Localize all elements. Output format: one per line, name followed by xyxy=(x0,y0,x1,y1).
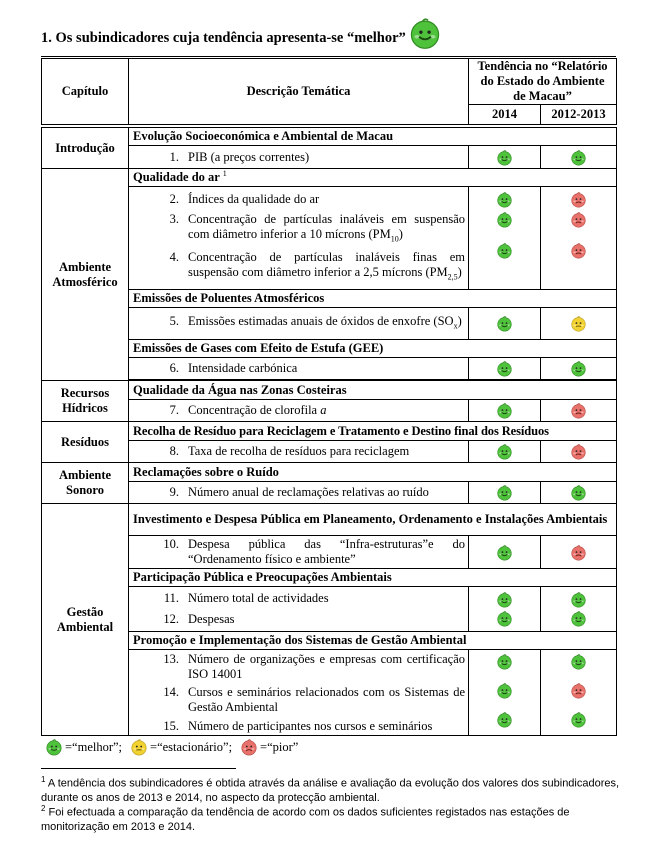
item-number: 6. xyxy=(169,361,179,375)
item-text: Intensidade carbónica xyxy=(188,361,298,375)
smiley-face-icon xyxy=(496,242,513,256)
item-text: ) xyxy=(457,264,462,279)
item-number: 14. xyxy=(163,685,179,699)
table-row xyxy=(42,650,617,736)
indicator-item xyxy=(129,591,468,606)
footnote-ref: 1 xyxy=(222,169,227,179)
item-cell xyxy=(129,650,469,736)
section-title: Recolha de Resíduo para Reciclagem e Tratamento e Destino final dos Resíduos xyxy=(129,422,617,441)
smiley-face-icon xyxy=(570,149,587,163)
indicator-item xyxy=(129,612,468,627)
indicator-item xyxy=(129,150,468,165)
trend-cell-2012-2013 xyxy=(541,587,617,632)
item-cell xyxy=(129,308,469,340)
smiley-face-icon xyxy=(496,191,513,205)
indicator-item xyxy=(129,361,468,376)
smiley-face-icon xyxy=(496,315,513,329)
footnote-2 xyxy=(41,802,621,834)
legend-label-estacionario: =“estacionário”; xyxy=(150,739,233,754)
item-number: 2. xyxy=(169,192,179,206)
item-cell xyxy=(129,587,469,632)
subscript: 10 xyxy=(390,234,399,244)
frown-face-icon xyxy=(570,242,587,256)
table-row xyxy=(42,308,617,340)
tendencia-line: Tendência no “Relatório xyxy=(477,59,608,73)
smiley-face-icon xyxy=(408,16,442,55)
trend-cell-2014 xyxy=(469,587,541,632)
indicator-item xyxy=(129,537,468,567)
smiley-face-icon xyxy=(570,711,587,725)
section-title: Qualidade da Água nas Zonas Costeiras xyxy=(129,381,617,400)
trend-cell-2014 xyxy=(469,441,541,463)
smiley-face-icon xyxy=(45,738,63,756)
tendencia-line: do Estado do Ambiente xyxy=(480,74,605,88)
trend-cell-2014 xyxy=(469,146,541,169)
item-text: Número anual de reclamações relativas ao ruído xyxy=(188,485,429,499)
indicator-item xyxy=(129,250,468,285)
frown-face-icon xyxy=(570,544,587,558)
chapter-line: Hídricos xyxy=(62,401,108,415)
trend-cell-2014 xyxy=(469,650,541,736)
item-text: Número total de actividades xyxy=(188,591,329,605)
column-header-year-2012-2013: 2012-2013 xyxy=(541,105,617,125)
smiley-face-icon xyxy=(570,484,587,498)
table-row xyxy=(42,400,617,422)
trend-cell-2014 xyxy=(469,308,541,340)
chapter-ambiente-atmosferico xyxy=(42,169,129,381)
chapter-line: Sonoro xyxy=(66,483,104,497)
indicator-item xyxy=(129,403,468,418)
table-row xyxy=(42,187,617,290)
smiley-face-icon xyxy=(496,653,513,667)
chapter-line: Atmosférico xyxy=(52,274,118,289)
item-text: PIB (a preços correntes) xyxy=(188,149,310,164)
trend-cell-2012-2013 xyxy=(541,400,617,422)
smiley-face-icon xyxy=(496,591,513,605)
chapter-residuos: Resíduos xyxy=(42,422,129,463)
smiley-face-icon xyxy=(496,484,513,498)
chapter-gestao-ambiental xyxy=(42,504,129,736)
smiley-face-icon xyxy=(496,360,513,374)
top-rule xyxy=(41,56,616,57)
trend-cell-2012-2013 xyxy=(541,358,617,380)
item-text: Índices da qualidade do ar xyxy=(188,192,320,206)
subscript: 2,5 xyxy=(447,272,458,281)
footnote-number: 2 xyxy=(41,804,46,813)
indicator-item xyxy=(129,685,468,715)
section-title: Emissões de Gases com Efeito de Estufa (GEE) xyxy=(129,340,617,358)
smiley-face-icon xyxy=(570,610,587,624)
legend xyxy=(45,738,306,756)
table-row xyxy=(42,441,617,463)
smiley-face-icon xyxy=(496,211,513,225)
trend-cell-2012-2013 xyxy=(541,187,617,290)
smiley-face-icon xyxy=(496,610,513,624)
trend-cell-2012-2013 xyxy=(541,441,617,463)
item-text: Número de organizações e empresas com certificação ISO 14001 xyxy=(188,652,465,681)
item-number: 10. xyxy=(163,537,179,551)
trend-cell-2012-2013 xyxy=(541,308,617,340)
item-text: Despesas xyxy=(188,612,235,626)
item-number: 11. xyxy=(163,591,179,605)
trend-cell-2014 xyxy=(469,482,541,504)
item-text: Número de participantes nos cursos e seminários xyxy=(188,719,433,733)
frown-face-icon xyxy=(570,682,587,696)
column-header-descricao: Descrição Temática xyxy=(129,59,469,125)
smiley-face-icon xyxy=(496,711,513,725)
item-cell xyxy=(129,146,469,169)
item-text: Despesa pública das “Infra-estruturas”e do “Ordenamento físico e ambiente” xyxy=(188,537,465,566)
legend-label-melhor: =“melhor”; xyxy=(65,739,123,754)
frown-face-icon xyxy=(570,443,587,457)
table-row xyxy=(42,482,617,504)
item-text: Concentração de clorofila xyxy=(188,403,321,417)
trend-cell-2014 xyxy=(469,536,541,569)
table-row xyxy=(42,587,617,632)
item-text-italic: a xyxy=(320,403,327,417)
smiley-face-icon xyxy=(570,360,587,374)
item-cell xyxy=(129,400,469,422)
table-row xyxy=(42,358,617,380)
legend-label-pior: =“pior” xyxy=(260,739,299,754)
smiley-face-icon xyxy=(496,149,513,163)
column-header-capitulo: Capítulo xyxy=(42,59,129,125)
footnote-number: 1 xyxy=(41,775,46,784)
smiley-face-icon xyxy=(496,402,513,416)
chapter-recursos-hidricos xyxy=(42,381,129,422)
footnote-text: Foi efectuada a comparação da tendência de acordo com os dados suficientes registados nas estações de monitorização em 2013 e 2014. xyxy=(41,806,570,833)
section-title: Participação Pública e Preocupações Ambientais xyxy=(129,569,617,587)
trend-cell-2012-2013 xyxy=(541,650,617,736)
table-row xyxy=(42,536,617,569)
trend-cell-2012-2013 xyxy=(541,482,617,504)
frown-face-icon xyxy=(570,402,587,416)
item-number: 1. xyxy=(169,149,179,164)
indicator-item xyxy=(129,192,468,207)
table-row xyxy=(42,146,617,169)
item-text: Taxa de recolha de resíduos para reciclagem xyxy=(188,444,410,458)
chapter-line: Ambiente xyxy=(58,468,112,482)
item-number: 8. xyxy=(169,444,179,458)
section-title: Qualidade do ar $^1$ xyxy=(129,169,617,187)
smiley-face-icon xyxy=(570,591,587,605)
smiley-face-icon xyxy=(496,544,513,558)
footnote-text: A tendência dos subindicadores é obtida através da análise e avaliação da evolução dos valores dos subindicadores, durante os anos de 2013 e 2014, no aspecto da protecção ambiental. xyxy=(41,777,620,804)
subscript: x xyxy=(453,321,458,331)
indicator-item xyxy=(129,719,468,734)
item-text: ) xyxy=(398,227,403,241)
item-text: Concentração de partículas inaláveis em suspensão com diâmetro inferior a 10 mícrons (PM xyxy=(188,212,465,241)
item-text: Emissões estimadas anuais de óxidos de enxofre (SO xyxy=(188,313,454,328)
tendencia-line: de Macau” xyxy=(513,89,572,103)
item-number: 3. xyxy=(169,212,179,226)
item-cell xyxy=(129,536,469,569)
chapter-introducao: Introdução xyxy=(42,128,129,169)
chapter-ambiente-sonoro xyxy=(42,463,129,504)
item-text: Concentração de partículas inaláveis finas em suspensão com diâmetro inferior a 2,5 mícrons (PM xyxy=(188,249,465,279)
chapter-line: Ambiente xyxy=(58,259,112,274)
item-cell xyxy=(129,187,469,290)
section-title: Promoção e Implementação dos Sistemas de Gestão Ambiental xyxy=(129,632,617,650)
neutral-face-icon xyxy=(130,738,148,756)
frown-face-icon xyxy=(240,738,258,756)
item-text: ) xyxy=(457,313,462,328)
frown-face-icon xyxy=(570,191,587,205)
footnote-1 xyxy=(41,773,621,805)
section-title: Emissões de Poluentes Atmosféricos xyxy=(129,290,617,308)
section-title: Evolução Socioeconómica e Ambiental de Macau xyxy=(129,128,617,146)
frown-face-icon xyxy=(570,211,587,225)
section-title: Investimento e Despesa Pública em Planeamento, Ordenamento e Instalações Ambientais xyxy=(129,504,617,536)
trend-cell-2012-2013 xyxy=(541,536,617,569)
trend-cell-2014 xyxy=(469,400,541,422)
trend-cell-2014 xyxy=(469,358,541,380)
indicator-item xyxy=(129,212,468,247)
smiley-face-icon xyxy=(570,653,587,667)
item-number: 5. xyxy=(169,313,179,328)
indicator-item xyxy=(129,314,468,334)
indicator-item xyxy=(129,652,468,682)
trend-cell-2012-2013 xyxy=(541,146,617,169)
item-number: 7. xyxy=(169,403,179,417)
item-number: 12. xyxy=(163,612,179,626)
item-text: Cursos e seminários relacionados com os Sistemas de Gestão Ambiental xyxy=(188,685,465,714)
trend-cell-2014 xyxy=(469,187,541,290)
indicator-table xyxy=(41,58,617,736)
chapter-line: Gestão xyxy=(66,604,104,619)
footnote-rule xyxy=(41,768,236,769)
page-title: 1. Os subindicadores cuja tendência apresenta-se “melhor” xyxy=(41,30,406,46)
smiley-face-icon xyxy=(496,682,513,696)
item-number: 13. xyxy=(163,652,179,666)
column-header-year-2014: 2014 xyxy=(469,105,541,125)
chapter-line: Ambiental xyxy=(56,619,114,634)
item-number: 9. xyxy=(169,485,179,499)
column-header-tendencia xyxy=(469,59,617,105)
item-cell xyxy=(129,441,469,463)
item-cell xyxy=(129,358,469,380)
neutral-face-icon xyxy=(570,315,587,329)
chapter-line: Recursos xyxy=(60,386,110,400)
item-number: 4. xyxy=(169,249,179,264)
item-cell xyxy=(129,482,469,504)
section-title: Reclamações sobre o Ruído xyxy=(129,463,617,482)
indicator-item xyxy=(129,485,468,500)
smiley-face-icon xyxy=(496,443,513,457)
item-number: 15. xyxy=(163,719,179,733)
indicator-item xyxy=(129,444,468,459)
